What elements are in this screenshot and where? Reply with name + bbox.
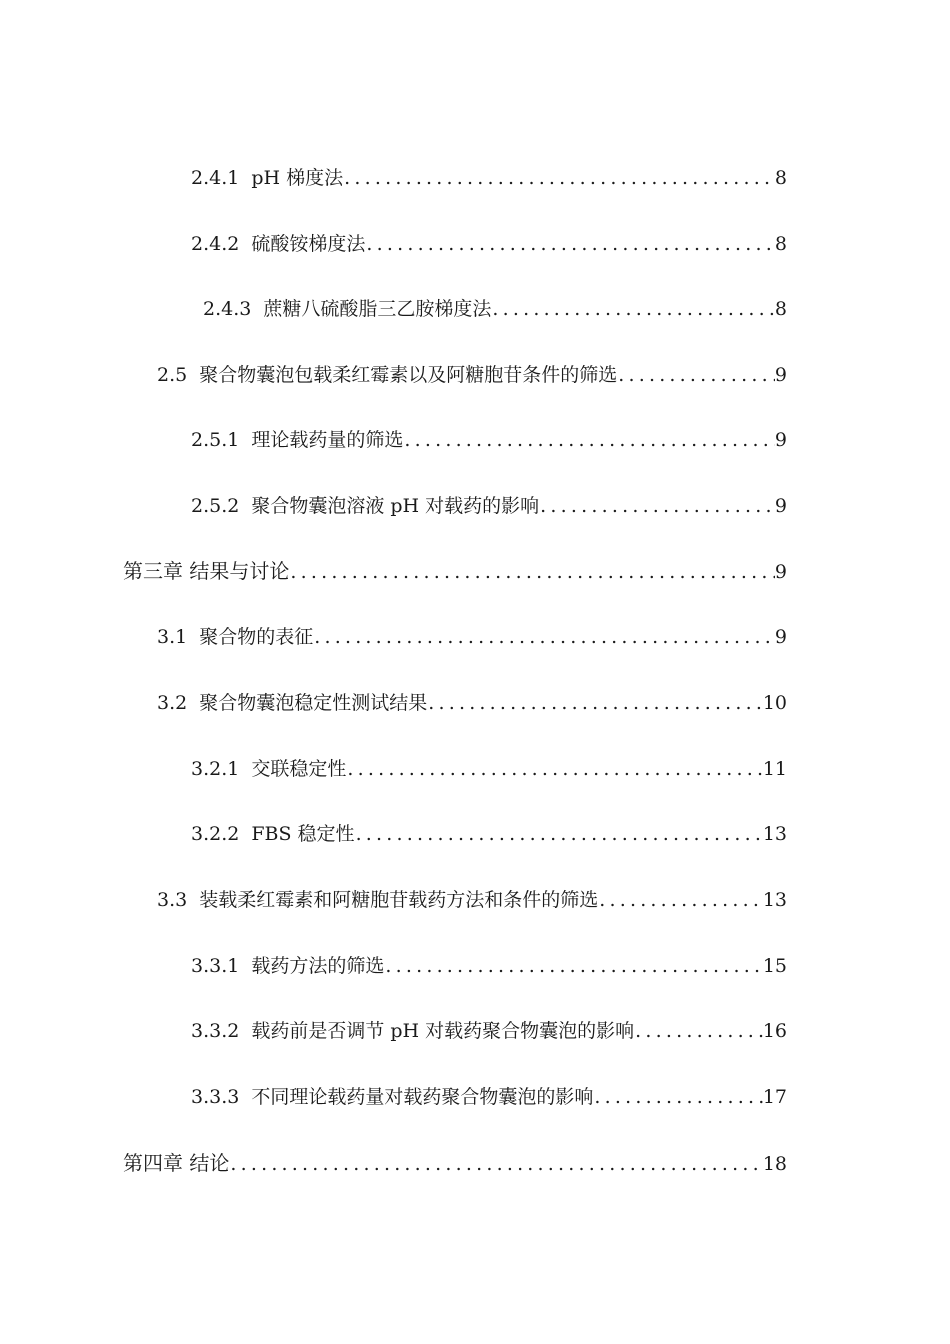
toc-entry-3-2[interactable] [157, 688, 787, 718]
toc-entry-3-2-1[interactable] [191, 754, 787, 784]
toc-entry-page: 8 [774, 233, 787, 255]
toc-entry-page: 18 [762, 1153, 787, 1175]
dot-leader [346, 754, 762, 784]
toc-entry-page: 9 [774, 429, 787, 451]
toc-entry-page: 8 [774, 167, 787, 189]
toc-entry-page: 8 [774, 298, 787, 320]
toc-entry-page: 15 [762, 955, 787, 977]
toc-entry-number: 3.1 [157, 626, 188, 648]
toc-entry-2-4-3[interactable] [203, 294, 787, 324]
toc-entry-title: 聚合物囊泡包载柔红霉素以及阿糖胞苷条件的筛选 [199, 364, 618, 386]
toc-entry-3-3-3[interactable] [191, 1082, 787, 1112]
toc-entry-title: 聚合物囊泡溶液 pH 对载药的影响 [251, 495, 540, 517]
toc-entry-chapter-3[interactable] [123, 556, 787, 586]
toc-entry-number: 3.2 [157, 692, 188, 714]
toc-entry-title: 交联稳定性 [251, 758, 347, 780]
dot-leader [491, 294, 775, 324]
toc-entry-2-5-2[interactable] [191, 491, 787, 521]
toc-entry-page: 10 [762, 692, 787, 714]
dot-leader [289, 557, 775, 587]
toc-entry-title: 硫酸铵梯度法 [251, 233, 366, 255]
toc-entry-chapter-4[interactable] [123, 1148, 787, 1178]
toc-entry-title: 载药方法的筛选 [251, 955, 385, 977]
toc-entry-title: 装载柔红霉素和阿糖胞苷载药方法和条件的筛选 [199, 889, 599, 911]
toc-entry-3-3-2[interactable] [191, 1016, 787, 1046]
dot-leader [593, 1082, 762, 1112]
toc-entry-number: 3.2.2 [191, 823, 240, 845]
toc-entry-number: 2.5.2 [191, 495, 240, 517]
toc-chapter-title: 第三章 结果与讨论 [123, 559, 290, 583]
toc-entry-page: 9 [774, 364, 787, 386]
dot-leader [355, 819, 763, 849]
toc-entry-3-3[interactable] [157, 885, 787, 915]
toc-entry-page: 13 [762, 823, 787, 845]
dot-leader [229, 1149, 762, 1179]
toc-entry-number: 2.5 [157, 364, 188, 386]
toc-entry-number: 3.3.1 [191, 955, 240, 977]
toc-entry-number: 2.5.1 [191, 429, 240, 451]
toc-chapter-title: 第四章 结论 [123, 1151, 230, 1175]
toc-entry-number: 2.4.1 [191, 167, 240, 189]
toc-entry-number: 2.4.3 [203, 298, 252, 320]
dot-leader [343, 163, 775, 193]
toc-entry-title: 聚合物囊泡稳定性测试结果 [199, 692, 428, 714]
toc-entry-2-5[interactable] [157, 360, 787, 390]
toc-entry-title: FBS 稳定性 [251, 823, 355, 845]
dot-leader [427, 688, 763, 718]
toc-entry-title: pH 梯度法 [251, 167, 344, 189]
toc-entry-title: 蔗糖八硫酸脂三乙胺梯度法 [263, 298, 492, 320]
dot-leader [384, 951, 762, 981]
toc-entry-number: 3.3.3 [191, 1086, 240, 1108]
toc-entry-page: 11 [762, 758, 787, 780]
toc-entry-page: 9 [774, 626, 787, 648]
toc-entry-title: 理论载药量的筛选 [251, 429, 404, 451]
dot-leader [634, 1016, 763, 1046]
toc-entry-page: 16 [762, 1020, 787, 1042]
toc-entry-page: 9 [774, 495, 787, 517]
toc-entry-page: 17 [762, 1086, 787, 1108]
toc-entry-3-3-1[interactable] [191, 951, 787, 981]
toc-entry-number: 3.3 [157, 889, 188, 911]
toc-entry-page: 13 [762, 889, 787, 911]
toc-entry-2-4-1[interactable] [191, 163, 787, 193]
dot-leader [403, 425, 775, 455]
dot-leader [617, 360, 775, 390]
toc-entry-2-4-2[interactable] [191, 229, 787, 259]
toc-entry-title: 聚合物的表征 [199, 626, 314, 648]
toc-entry-number: 2.4.2 [191, 233, 240, 255]
dot-leader [365, 229, 775, 259]
dot-leader [598, 885, 763, 915]
toc-entry-number: 3.2.1 [191, 758, 240, 780]
toc-entry-title: 不同理论载药量对载药聚合物囊泡的影响 [251, 1086, 594, 1108]
toc-entry-3-1[interactable] [157, 622, 787, 652]
toc-entry-title: 载药前是否调节 pH 对载药聚合物囊泡的影响 [251, 1020, 635, 1042]
dot-leader [539, 491, 775, 521]
toc-entry-page: 9 [774, 561, 787, 583]
toc-entry-2-5-1[interactable] [191, 425, 787, 455]
dot-leader [313, 622, 775, 652]
toc-entry-3-2-2[interactable] [191, 819, 787, 849]
toc-entry-number: 3.3.2 [191, 1020, 240, 1042]
